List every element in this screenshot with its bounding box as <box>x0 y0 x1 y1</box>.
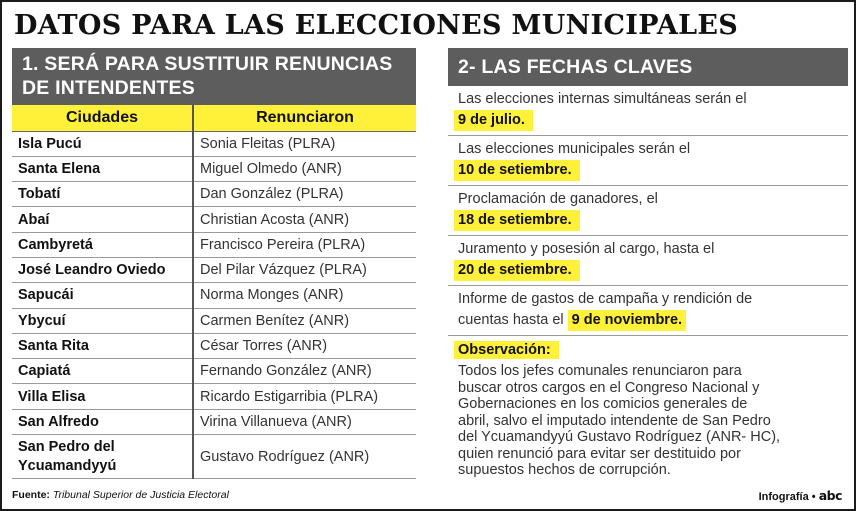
observation-line: supuestos hechos de corrupción. <box>458 462 671 478</box>
resigned-cell: Gustavo Rodríguez (ANR) <box>193 435 416 479</box>
resignations-panel <box>12 48 416 480</box>
resigned-cell: Miguel Olmedo (ANR) <box>193 156 416 181</box>
date-highlight: 9 de julio. <box>454 110 533 131</box>
credit-label: Infografía <box>758 491 809 503</box>
resigned-cell: Ricardo Estigarribia (PLRA) <box>193 384 416 409</box>
city-cell: Isla Pucú <box>12 131 193 156</box>
date-item <box>448 136 848 186</box>
brand-logo: abc <box>818 488 842 503</box>
table-header-row <box>12 105 416 131</box>
resigned-cell: Dan González (PLRA) <box>193 182 416 207</box>
observation-label: Observación: <box>454 341 559 359</box>
source-note <box>12 489 229 501</box>
table-row <box>12 435 416 479</box>
city-cell: San Alfredo <box>12 409 193 434</box>
table-row <box>12 384 416 409</box>
resignations-heading: 1. SERÁ PARA SUSTITUIR RENUNCIAS DE INTENDENTES <box>12 48 416 105</box>
date-item-text: Proclamación de ganadores, el <box>458 191 658 207</box>
observation-line: Gobernaciones en los comicios generales de <box>458 396 748 412</box>
observation-line: buscar otros cargos en el Congreso Nacional y <box>458 379 760 396</box>
date-item <box>448 236 848 286</box>
date-item <box>448 286 848 336</box>
city-cell: Santa Rita <box>12 333 193 358</box>
resigned-cell: Carmen Benítez (ANR) <box>193 308 416 333</box>
resigned-cell: Christian Acosta (ANR) <box>193 207 416 232</box>
date-highlight: 10 de setiembre. <box>454 160 580 181</box>
source-text: Tribunal Superior de Justicia Electoral <box>52 489 229 501</box>
observation-line: quien renunció para evitar ser destituido por <box>458 445 741 462</box>
table-row <box>12 283 416 308</box>
city-cell: Capiatá <box>12 359 193 384</box>
table-row <box>12 359 416 384</box>
table-row <box>12 333 416 358</box>
table-row <box>12 131 416 156</box>
table-row <box>12 308 416 333</box>
table-row <box>12 207 416 232</box>
date-highlight: 9 de noviembre. <box>568 310 686 331</box>
date-item <box>448 186 848 236</box>
resigned-cell: Virina Villanueva (ANR) <box>193 409 416 434</box>
key-dates-heading: 2- LAS FECHAS CLAVES <box>448 48 848 86</box>
col-header-cities: Ciudades <box>12 105 193 131</box>
resignations-table <box>12 105 416 479</box>
date-item-text-line2 <box>458 309 840 331</box>
observation-line: del Ycuamandyyú Gustavo Rodríguez (ANR- HC), <box>458 429 781 445</box>
table-row <box>12 257 416 282</box>
resigned-cell: Norma Monges (ANR) <box>193 283 416 308</box>
table-row <box>12 156 416 181</box>
city-cell: Cambyretá <box>12 232 193 257</box>
city-cell: José Leandro Oviedo <box>12 257 193 282</box>
city-cell: Tobatí <box>12 182 193 207</box>
city-cell: Santa Elena <box>12 156 193 181</box>
observation-block <box>448 336 848 479</box>
table-row <box>12 409 416 434</box>
city-cell: San Pedro del Ycuamandyyú <box>12 435 193 479</box>
date-highlight: 20 de setiembre. <box>454 260 580 281</box>
resigned-cell: Sonia Fleitas (PLRA) <box>193 131 416 156</box>
date-item-text: Las elecciones municipales serán el <box>458 141 691 157</box>
observation-text <box>458 363 840 479</box>
city-cell: Ybycuí <box>12 308 193 333</box>
date-item-text: Informe de gastos de campaña y rendición de <box>458 291 753 307</box>
col-header-resigned: Renunciaron <box>193 105 416 131</box>
date-highlight: 18 de setiembre. <box>454 210 580 231</box>
resigned-cell: César Torres (ANR) <box>193 333 416 358</box>
table-row <box>12 232 416 257</box>
resigned-cell: Del Pilar Vázquez (PLRA) <box>193 257 416 282</box>
date-item-text: Juramento y posesión al cargo, hasta el <box>458 241 715 257</box>
date-item <box>448 86 848 136</box>
observation-line: Todos los jefes comunales renunciaron para <box>458 363 742 379</box>
resigned-cell: Fernando González (ANR) <box>193 359 416 384</box>
date-item-text: Las elecciones internas simultáneas serán el <box>458 91 747 107</box>
key-dates-panel <box>448 48 848 480</box>
credit-note <box>759 488 842 503</box>
resigned-cell: Francisco Pereira (PLRA) <box>193 232 416 257</box>
observation-line: abril, salvo el imputado intendente de San Pedro <box>458 412 771 429</box>
city-cell: Sapucái <box>12 283 193 308</box>
city-cell: Villa Elisa <box>12 384 193 409</box>
date-item-text: cuentas hasta el <box>458 312 564 328</box>
page-title: DATOS PARA LAS ELECCIONES MUNICIPALES <box>14 10 739 41</box>
city-cell: Abaí <box>12 207 193 232</box>
source-label: Fuente: <box>12 489 50 501</box>
table-row <box>12 182 416 207</box>
bullet-separator: • <box>811 491 816 503</box>
